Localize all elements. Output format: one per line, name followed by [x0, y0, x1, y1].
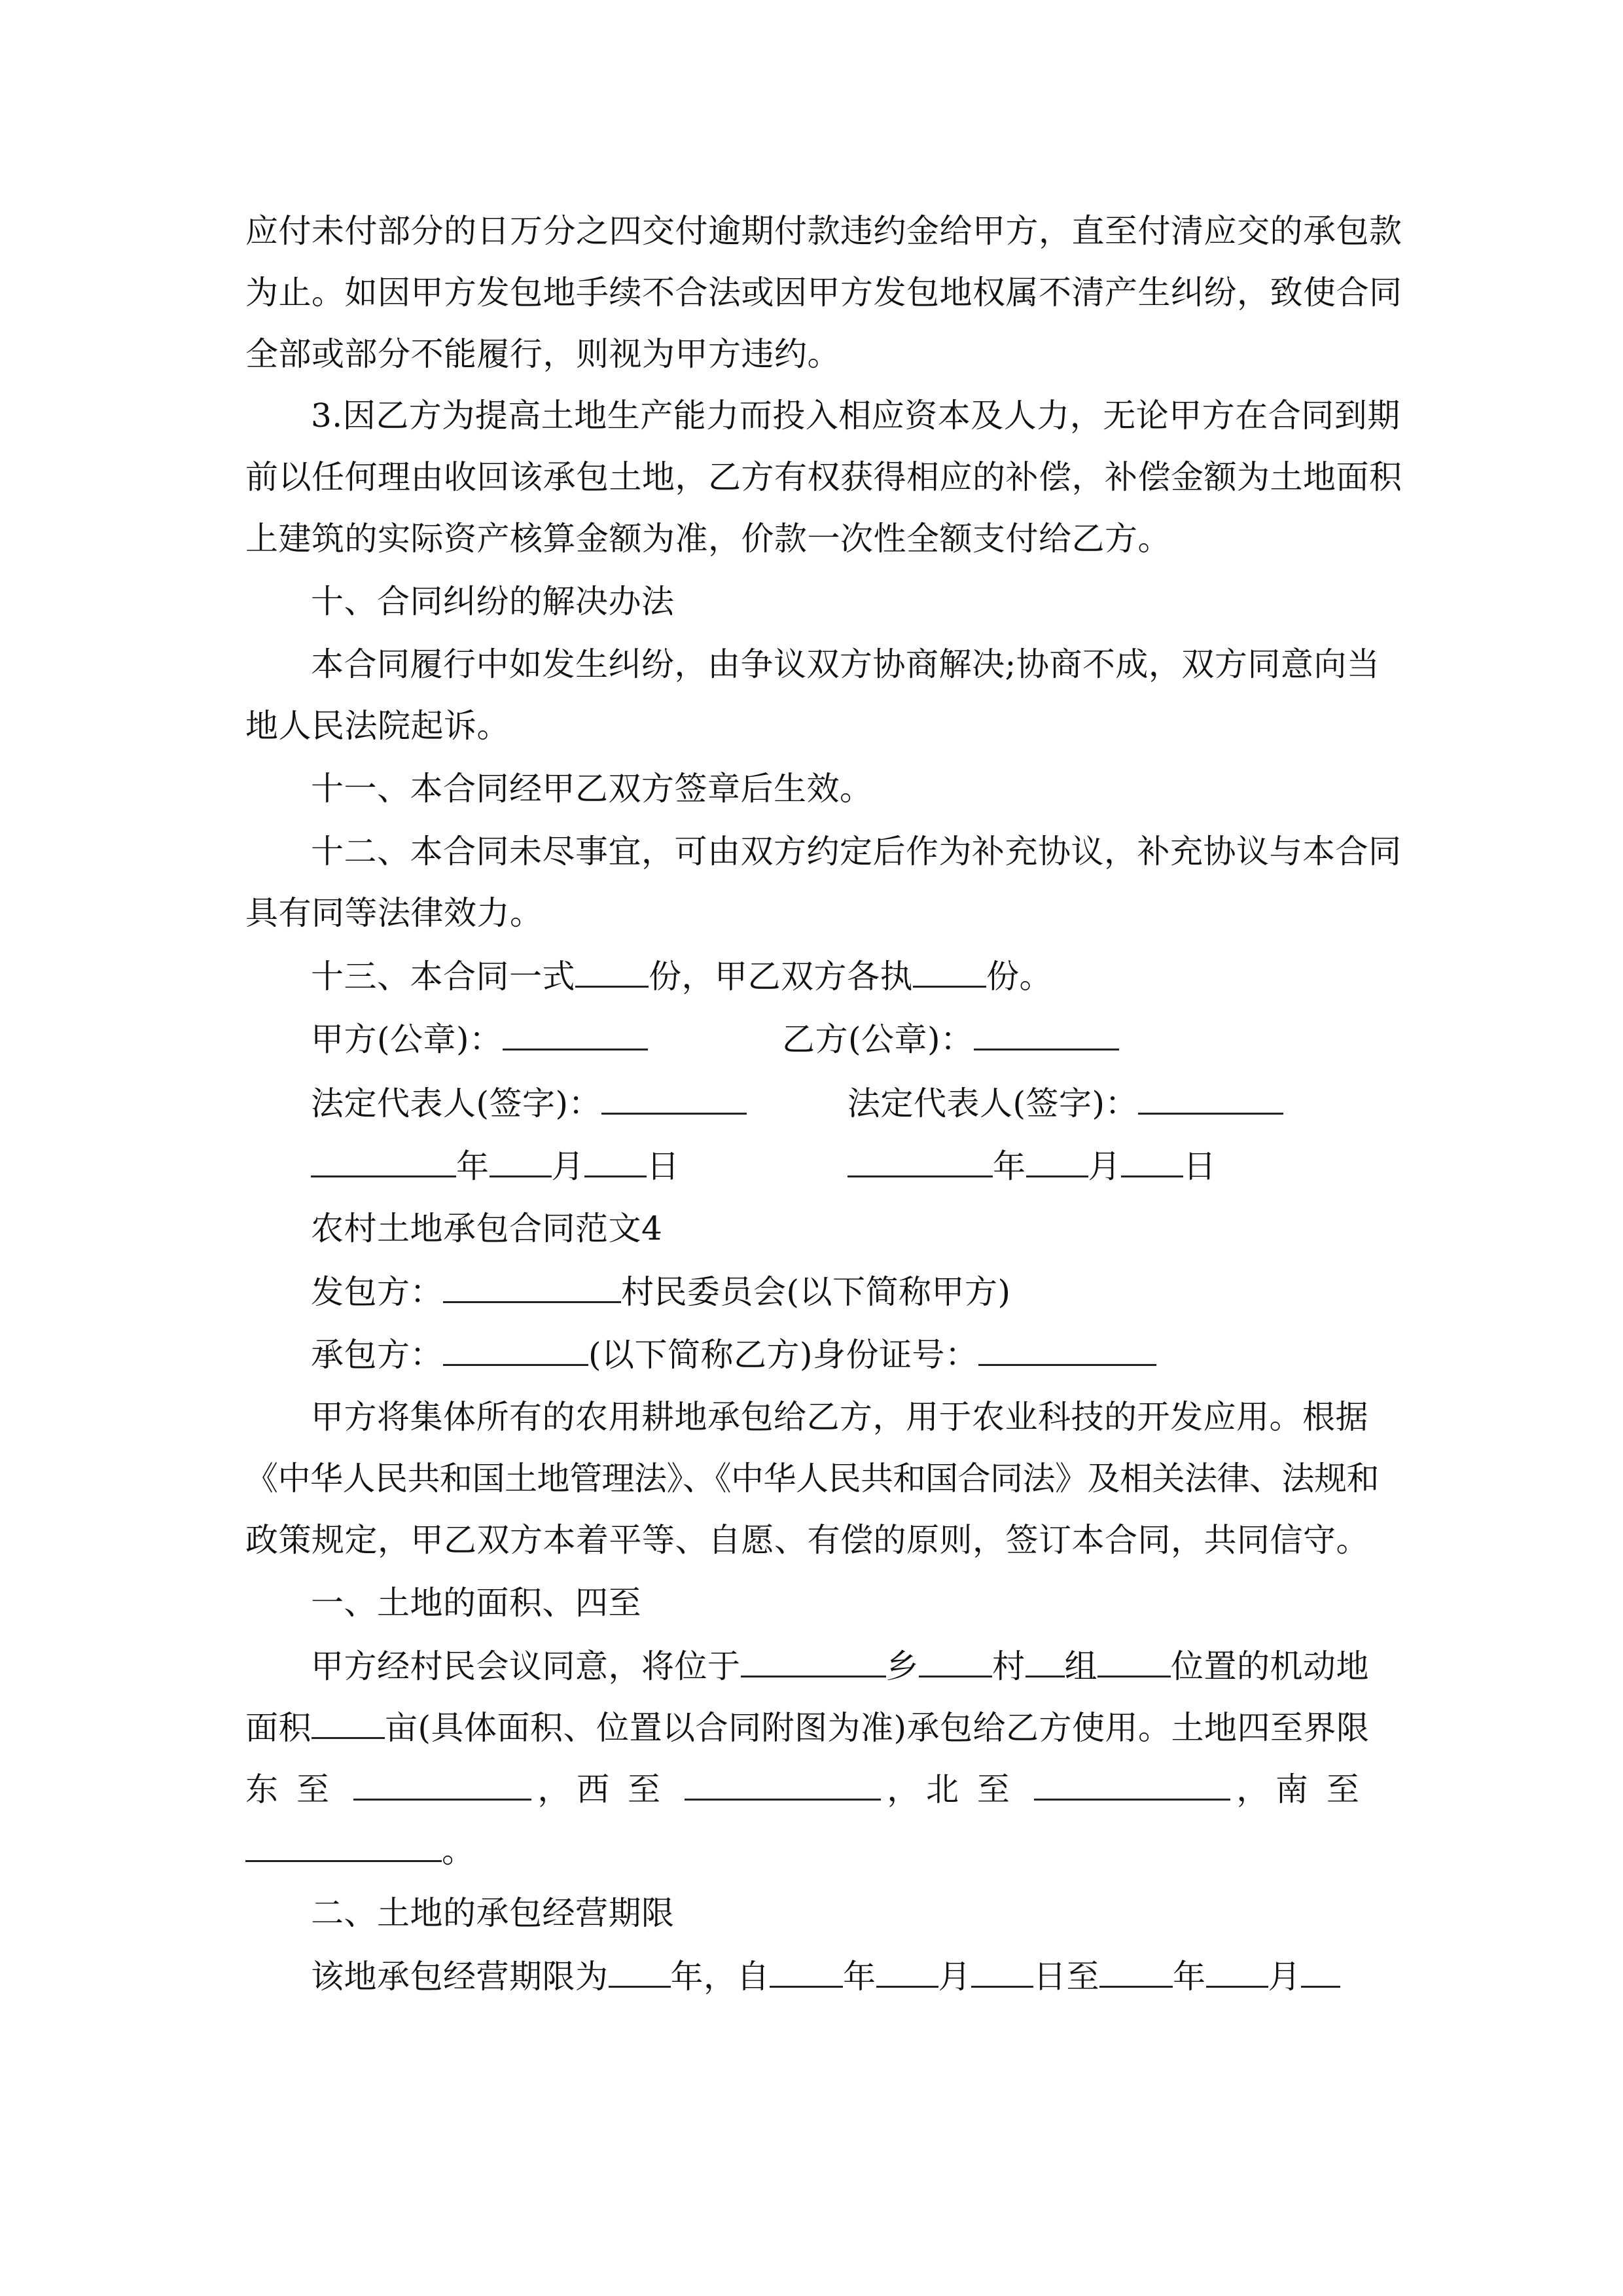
position-label: 位置的机动地	[1171, 1647, 1369, 1685]
paragraph-line: 为止。如因甲方发包地手续不合法或因甲方发包地权属不清产生纠纷，致使合同	[245, 274, 1402, 312]
date-b	[847, 1143, 1217, 1189]
copies-label: 十三、本合同一式	[311, 958, 575, 996]
party-a-seal-label: 甲方(公章)：	[311, 1020, 503, 1058]
west-label: 西至	[576, 1770, 679, 1808]
contract-title: 农村土地承包合同范文4	[311, 1210, 663, 1247]
group-blank[interactable]	[1026, 1643, 1065, 1677]
rep-a-blank[interactable]	[601, 1080, 747, 1115]
north-blank[interactable]	[1034, 1766, 1230, 1801]
rep-b	[847, 1080, 1283, 1126]
land-area-line	[245, 1704, 1378, 1751]
group-label: 组	[1064, 1647, 1097, 1685]
position-blank[interactable]	[1097, 1643, 1171, 1677]
section-heading: 十、合同纠纷的解决办法	[311, 583, 675, 620]
year-label: 年	[1173, 1958, 1206, 1996]
paragraph-line: 3.因乙方为提高土地生产能力而投入相应资本及人力，无论甲方在合同到期	[311, 397, 1400, 435]
paragraph-line: 全部或部分不能履行，则视为甲方违约。	[245, 335, 840, 373]
day-label: 日	[647, 1147, 680, 1185]
rep-b-label: 法定代表人(签字)：	[847, 1085, 1139, 1122]
issuer-label: 发包方：	[311, 1273, 443, 1311]
paragraph-line: 《中华人民共和国土地管理法》、《中华人民共和国合同法》及相关法律、法规和	[245, 1460, 1379, 1498]
contractor-blank[interactable]	[443, 1331, 588, 1366]
village-label: 村	[992, 1647, 1026, 1685]
paragraph-line: 前以任何理由收回该承包土地，乙方有权获得相应的补偿，补偿金额为土地面积	[245, 458, 1402, 496]
period: 。	[442, 1832, 475, 1870]
paragraph-line: 具有同等法律效力。	[245, 894, 543, 932]
date-a-month-blank[interactable]	[490, 1143, 552, 1177]
north-label: 北至	[925, 1770, 1028, 1808]
paragraph-line: 十一、本合同经甲乙双方签章后生效。	[311, 770, 873, 808]
term-years-blank[interactable]	[609, 1953, 671, 1988]
to-label: 日至	[1033, 1958, 1099, 1996]
section-heading: 二、土地的承包经营期限	[311, 1894, 675, 1932]
term-line	[311, 1953, 1378, 2000]
area-label: 面积	[245, 1709, 312, 1747]
contractor-suffix: (以下简称乙方)身份证号：	[588, 1336, 978, 1374]
east-blank[interactable]	[353, 1766, 531, 1801]
term-label: 该地承包经营期限为	[311, 1958, 609, 1996]
area-blank[interactable]	[312, 1704, 385, 1739]
paragraph-line: 十二、本合同未尽事宜，可由双方约定后作为补充协议，补充协议与本合同	[311, 833, 1402, 870]
date-b-month-blank[interactable]	[1026, 1143, 1088, 1177]
comma: ，	[887, 1770, 920, 1808]
month-label: 月	[551, 1147, 584, 1185]
paragraph-line: 甲方将集体所有的农用耕地承包给乙方，用于农业科技的开发应用。根据	[311, 1398, 1368, 1436]
end-year-blank[interactable]	[1099, 1953, 1173, 1988]
representative-line	[311, 1080, 1378, 1127]
start-day-blank[interactable]	[971, 1953, 1033, 1988]
party-b-seal-blank[interactable]	[974, 1016, 1119, 1050]
issuer-blank[interactable]	[443, 1268, 621, 1303]
date-b-year-blank[interactable]	[847, 1143, 993, 1177]
month-label: 月	[938, 1958, 971, 1996]
township-label: 乡	[885, 1647, 919, 1685]
end-month-blank[interactable]	[1206, 1953, 1268, 1988]
end-day-blank[interactable]	[1301, 1953, 1340, 1988]
issuer-line	[311, 1268, 1378, 1316]
location-label: 甲方经村民会议同意，将位于	[311, 1647, 741, 1685]
contractor-line	[311, 1331, 1378, 1378]
copies-end: 份。	[986, 958, 1052, 996]
rep-a-label: 法定代表人(签字)：	[311, 1085, 602, 1122]
party-a-seal-blank[interactable]	[503, 1016, 648, 1050]
section-heading: 一、土地的面积、四至	[311, 1584, 641, 1622]
id-number-blank[interactable]	[978, 1331, 1156, 1366]
date-line	[311, 1143, 1378, 1190]
start-year-blank[interactable]	[770, 1953, 843, 1988]
copies-each-label: 份，甲乙双方各执	[649, 958, 913, 996]
west-blank[interactable]	[685, 1766, 881, 1801]
seal-line	[311, 1016, 1378, 1063]
paragraph-line: 地人民法院起诉。	[245, 707, 510, 745]
year-label: 年	[843, 1958, 876, 1996]
month-label: 月	[1088, 1147, 1121, 1185]
rep-b-blank[interactable]	[1138, 1080, 1283, 1115]
south-blank[interactable]	[245, 1827, 442, 1862]
contractor-label: 承包方：	[311, 1336, 443, 1374]
day-label: 日	[1183, 1147, 1217, 1185]
copies-line	[311, 953, 1378, 1000]
copies-total-blank[interactable]	[575, 953, 649, 988]
south-label: 南至	[1275, 1770, 1378, 1808]
month-label: 月	[1268, 1958, 1301, 1996]
issuer-suffix: 村民委员会(以下简称甲方)	[621, 1273, 1011, 1311]
year-label: 年	[456, 1147, 490, 1185]
start-month-blank[interactable]	[876, 1953, 938, 1988]
comma: ，	[537, 1770, 571, 1808]
party-b-seal	[782, 1016, 1119, 1062]
paragraph-line: 上建筑的实际资产核算金额为准，价款一次性全额支付给乙方。	[245, 520, 1171, 558]
village-blank[interactable]	[919, 1643, 992, 1677]
term-from-label: 年，自	[670, 1958, 770, 1996]
boundary-south-line	[245, 1827, 1378, 1874]
comma: ，	[1236, 1770, 1270, 1808]
paragraph-line: 本合同履行中如发生纠纷，由争议双方协商解决;协商不成，双方同意向当	[311, 645, 1380, 683]
paragraph-line: 应付未付部分的日万分之四交付逾期付款违约金给甲方，直至付清应交的承包款	[245, 212, 1402, 250]
area-suffix: 亩(具体面积、位置以合同附图为准)承包给乙方使用。土地四至界限	[385, 1709, 1370, 1747]
paragraph-line: 政策规定，甲乙双方本着平等、自愿、有偿的原则，签订本合同，共同信守。	[245, 1521, 1369, 1559]
boundaries-line	[245, 1766, 1378, 1813]
land-location-line	[311, 1643, 1378, 1690]
date-a-day-blank[interactable]	[584, 1143, 647, 1177]
year-label: 年	[993, 1147, 1026, 1185]
date-a-year-blank[interactable]	[311, 1143, 456, 1177]
east-label: 东至	[245, 1770, 348, 1808]
party-b-seal-label: 乙方(公章)：	[782, 1020, 974, 1058]
township-blank[interactable]	[741, 1643, 886, 1677]
date-b-day-blank[interactable]	[1121, 1143, 1183, 1177]
copies-each-blank[interactable]	[913, 953, 986, 988]
